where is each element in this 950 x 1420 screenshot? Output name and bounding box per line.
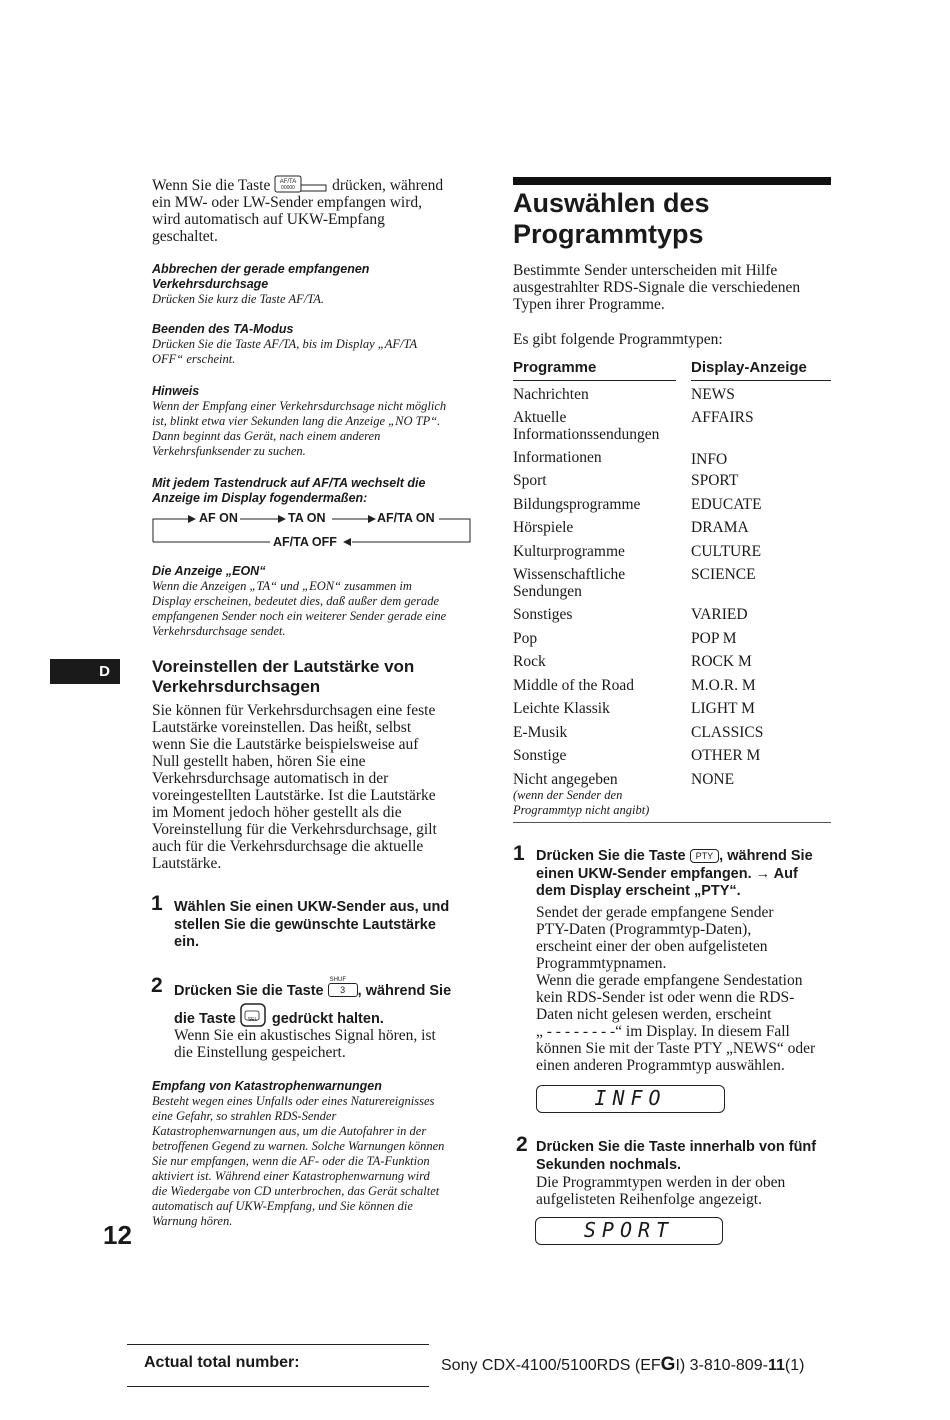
step-1-number: 1 xyxy=(151,892,163,915)
flow-ta-on: TA ON xyxy=(288,511,326,525)
shuf-3-key: SHUF 3 xyxy=(328,981,358,997)
table-row: Leichte Klassik LIGHT M xyxy=(513,700,755,717)
flow-af-ta-on: AF/TA ON xyxy=(377,511,435,525)
svg-text:00000: 00000 xyxy=(281,185,296,191)
table-row: Pop POP M xyxy=(513,629,737,647)
table-row: Kulturprogramme CULTURE xyxy=(513,542,762,560)
section-title: Voreinstellen der Lautstärke von Verkehrsdurchsagen xyxy=(152,657,415,696)
note-hint: Hinweis Wenn der Empfang einer Verkehrsdurchsage nicht möglich ist, blinkt etwa vier Sekunden lang die Anzeige „NO TP“. Dann beginnt das Gerät, nach einem anderen Verkehrsfunksender zu suchen. xyxy=(152,384,447,458)
program-type-table xyxy=(513,386,831,818)
footer-rule-top xyxy=(127,1344,429,1345)
table-footnote: (wenn der Sender den xyxy=(513,787,623,802)
title-rule xyxy=(513,177,831,185)
right-intro: Bestimmte Sender unterscheiden mit Hilfe ausgestrahlter RDS-Signale die verschiedenen Typen ihrer Programme. xyxy=(513,262,801,313)
table-row: Wissenschaftliche Sendungen SCIENCE xyxy=(513,566,756,600)
table-row: Aktuelle Informationssendungen AFFAIRS xyxy=(513,409,754,443)
table-row: Sonstiges VARIED xyxy=(513,606,748,623)
page-title: Auswählen des Programmtyps xyxy=(513,188,710,249)
flow-af-on: AF ON xyxy=(199,511,238,525)
table-row: Hörspiele DRAMA xyxy=(513,519,749,536)
display-cycle-diagram xyxy=(152,510,472,552)
note-abort-announcement: Abbrechen der gerade empfangenen Verkehrsdurchsage Drücken Sie kurz die Taste AF/TA. xyxy=(152,262,370,306)
right-step-2-number: 2 xyxy=(516,1133,528,1156)
note-eon: Die Anzeige „EON“ Wenn die Anzeigen „TA“ und „EON“ zusammen im Display erscheinen, bedeutet dies, daß außer dem gerade empfangenen Sender noch ein weiterer Sender gerade eine Verkehrsdurchsage sendet. xyxy=(152,564,447,638)
table-bottom-rule xyxy=(513,822,831,823)
table-row: Sonstige OTHER M xyxy=(513,747,761,764)
right-step-2-heading: Drücken Sie die Taste innerhalb von fünf Sekunden nochmals. xyxy=(536,1139,817,1173)
intro-paragraph: Wenn Sie die Taste AF/TA 00000 drücken, während ein MW- oder LW-Sender empfangen wird, wird automatisch auf UKW-Empfang geschaltet. xyxy=(152,177,444,245)
svg-text:AF/TA: AF/TA xyxy=(279,179,297,185)
table-row: Rock ROCK M xyxy=(513,653,752,670)
step-2-heading-line1: Drücken Sie die Taste SHUF 3 , während Sie xyxy=(174,977,452,999)
table-row: Nachrichten NEWS xyxy=(513,386,735,403)
page-number: 12 xyxy=(103,1220,132,1250)
flow-af-ta-off: AF/TA OFF xyxy=(273,535,337,549)
table-row: Bildungsprogramme EDUCATE xyxy=(513,495,762,513)
step-2-number: 2 xyxy=(151,974,163,997)
lcd-display-info: INFO xyxy=(536,1085,725,1113)
step-2-heading-line2: die Taste SEL gedrückt halten. xyxy=(174,1003,484,1029)
table-row: Middle of the Road M.O.R. M xyxy=(513,676,756,694)
af-ta-key-icon xyxy=(274,175,328,193)
lcd-display-sport: SPORT xyxy=(535,1217,723,1245)
note-end-ta-mode: Beenden des TA-Modus Drücken Sie die Taste AF/TA, bis im Display „AF/TA OFF“ erscheint. xyxy=(152,322,418,366)
note-disaster-warnings: Empfang von Katastrophenwarnungen Besteht wegen eines Unfalls oder eines Naturereignisses eine Gefahr, so strahlen RDS-Sender Katastrophenwarnungen aus, um die Autofahrer in der betroffenen Gegend zu warnen. Solche Warnungen können Sie nur empfangen, wenn die AF- oder die TA-Funktion aktiviert ist. Während einer Katastrophenwarnung wird die Wiedergabe von CD unterbrochen, das Gerät schaltet automatisch auf UKW-Empfang, und Sie können die Warnung hören. xyxy=(152,1079,445,1228)
list-intro: Es gibt folgende Programmtypen: xyxy=(513,331,723,348)
sel-key: SEL xyxy=(240,1003,268,1029)
table-row: Nicht angegeben (wenn der Sender den Programmtyp nicht angibt) NONE xyxy=(513,770,735,817)
table-row: E-Musik CLASSICS xyxy=(513,723,764,741)
section-paragraph: Sie können für Verkehrsdurchsagen eine feste Lautstärke voreinstellen. Das heißt, selbst wenn Sie die Lautstärke beispielsweise auf Null gestellt haben, hören Sie eine Verkehrsdurchsage automatisch in der voreingestellten Lautstärke. Ist die Lautstärke im Moment jedoch höher gestellt als die Voreinstellung für die Verkehrsdurchsage, gilt auch für die Verkehrsdurchsage die aktuelle Lautstärke. xyxy=(152,702,437,872)
footer-rule-bottom xyxy=(127,1386,429,1387)
table-row: Informationen INFO xyxy=(513,449,728,468)
table-footnote: Programmtyp nicht angibt) xyxy=(513,802,650,817)
right-step-1-heading: Drücken Sie die Taste PTY , während Sie einen UKW-Sender empfangen. → Auf dem Display erscheint „PTY“. xyxy=(536,848,813,899)
footer-label: Actual total number: xyxy=(144,1354,300,1371)
right-step-1-text: Sendet der gerade empfangene Sender PTY-Daten (Programmtyp-Daten), erscheint einer der oben aufgelisteten Programmtypnamen. Wenn die gerade empfangene Sendestation kein RDS-Sender ist oder wenn die RDS- Daten nicht gelesen werden, erscheint „ - - - - - - - -“ im Display. In diesem Fall können Sie mit der Taste PTY „NEWS“ oder einen anderen Programmtyp auswählen. xyxy=(536,904,816,1074)
pty-key: PTY xyxy=(690,849,720,863)
table-row: Sport SPORT xyxy=(513,472,739,489)
right-step-2-text: Die Programmtypen werden in der oben aufgelisteten Reihenfolge angezeigt. xyxy=(536,1174,786,1208)
footer-model-code: Sony CDX-4100/5100RDS (EFGI) 3-810-809-11(1) xyxy=(441,1354,805,1375)
step-2-text: Wenn Sie ein akustisches Signal hören, ist die Einstellung gespeichert. xyxy=(174,1027,436,1061)
language-tab: D xyxy=(50,659,120,684)
note-display-cycle: Mit jedem Tastendruck auf AF/TA wechselt die Anzeige im Display fogendermaßen: xyxy=(152,476,426,505)
table-header-programme: Programme xyxy=(513,358,676,381)
right-step-1-number: 1 xyxy=(513,842,525,865)
table-header-display: Display-Anzeige xyxy=(691,358,831,381)
step-1-heading: Wählen Sie einen UKW-Sender aus, und stellen Sie die gewünschte Lautstärke ein. xyxy=(174,899,450,950)
